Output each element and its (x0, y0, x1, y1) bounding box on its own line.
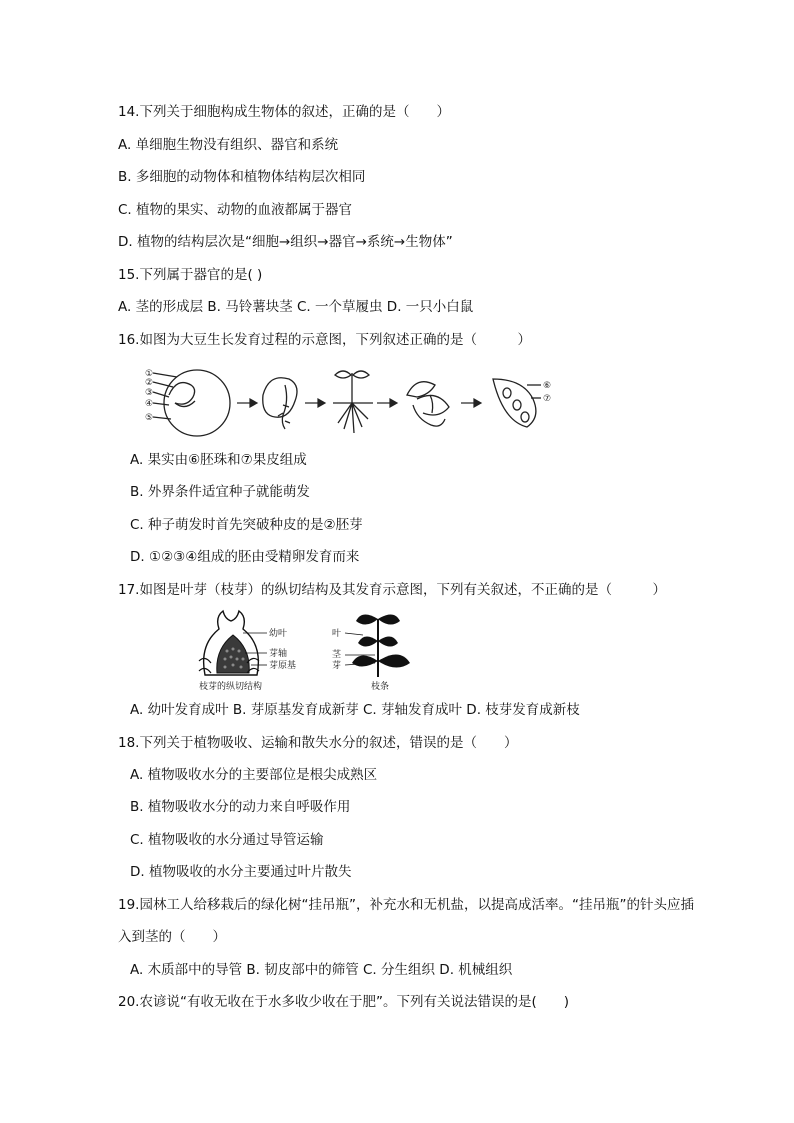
leaf-bud-figure (195, 605, 425, 695)
q16-option-d: D. ①②③④组成的胚由受精卵发育而来 (130, 549, 360, 565)
branch-label-bud: 芽 (332, 661, 342, 671)
q19-options: A. 木质部中的导管 B. 韧皮部中的筛管 C. 分生组织 D. 机械组织 (130, 962, 513, 978)
q18-option-d: D. 植物吸收的水分主要通过叶片散失 (130, 864, 352, 880)
soybean-seed-diagram (153, 370, 230, 436)
q16-stem: 16.如图为大豆生长发育过程的示意图，下列叙述正确的是（ ） (118, 332, 531, 348)
q15-stem: 15.下列属于器官的是( ) (118, 267, 263, 283)
q14-stem: 14.下列关于细胞构成生物体的叙述，正确的是（ ） (118, 104, 450, 120)
seed-label-5: ⑤ (145, 413, 154, 423)
q14-option-c: C. 植物的果实、动物的血液都属于器官 (118, 202, 353, 218)
arrow-icon (237, 399, 257, 407)
bud-section-caption: 枝芽的纵切结构 (199, 682, 263, 692)
q14-option-d: D. 植物的结构层次是“细胞→组织→器官→系统→生物体” (118, 234, 453, 250)
q19-stem-line1: 19.园林工人给移栽后的绿化树“挂吊瓶”，补充水和无机盐，以提高成活率。“挂吊瓶”的针头应插 (118, 897, 694, 913)
q16-option-a: A. 果实由⑥胚珠和⑦果皮组成 (130, 452, 307, 468)
seed-label-4: ④ (145, 399, 154, 409)
bud-section-diagram (199, 611, 267, 675)
q18-option-c: C. 植物吸收的水分通过导管运输 (130, 832, 324, 848)
q19-stem-line2: 入到茎的（ ） (118, 929, 226, 945)
flower-diagram (407, 382, 449, 426)
q17-stem: 17.如图是叶芽（枝芽）的纵切结构及其发育示意图，下列有关叙述，不正确的是（ ） (118, 582, 666, 598)
pod-label-6: ⑥ (543, 381, 552, 391)
soybean-development-figure (145, 365, 585, 440)
branch-label-leaf: 叶 (332, 629, 342, 639)
soybean-pod-diagram (493, 379, 541, 427)
germinating-seed-diagram (263, 378, 297, 429)
q18-option-a: A. 植物吸收水分的主要部位是根尖成熟区 (130, 767, 378, 783)
arrow-icon (305, 399, 325, 407)
branch-label-stem: 茎 (332, 650, 342, 660)
q15-options: A. 茎的形成层 B. 马铃薯块茎 C. 一个草履虫 D. 一只小白鼠 (118, 299, 474, 315)
pod-label-7: ⑦ (543, 394, 552, 404)
q17-options: A. 幼叶发育成叶 B. 芽原基发育成新芽 C. 芽轴发育成叶 D. 枝芽发育成新枝 (130, 702, 580, 718)
q16-option-b: B. 外界条件适宜种子就能萌发 (130, 484, 310, 500)
branch-diagram (345, 614, 410, 677)
seedling-diagram (333, 371, 373, 433)
q20-stem: 20.农谚说“有收无收在于水多收少收在于肥”。下列有关说法错误的是( ) (118, 994, 569, 1010)
q14-option-b: B. 多细胞的动物体和植物体结构层次相同 (118, 169, 366, 185)
bud-label-axis: 芽轴 (269, 649, 288, 659)
seed-label-1: ① (145, 369, 154, 379)
q18-option-b: B. 植物吸收水分的动力来自呼吸作用 (130, 799, 351, 815)
arrow-icon (461, 399, 481, 407)
seed-label-3: ③ (145, 388, 154, 398)
arrow-icon (377, 399, 397, 407)
seed-label-2: ② (145, 378, 154, 388)
branch-caption: 枝条 (371, 682, 390, 692)
q18-stem: 18.下列关于植物吸收、运输和散失水分的叙述，错误的是（ ） (118, 735, 518, 751)
bud-label-primordium: 芽原基 (269, 661, 297, 671)
bud-label-young-leaf: 幼叶 (269, 629, 288, 639)
q14-option-a: A. 单细胞生物没有组织、器官和系统 (118, 137, 339, 153)
q16-option-c: C. 种子萌发时首先突破种皮的是②胚芽 (130, 517, 363, 533)
